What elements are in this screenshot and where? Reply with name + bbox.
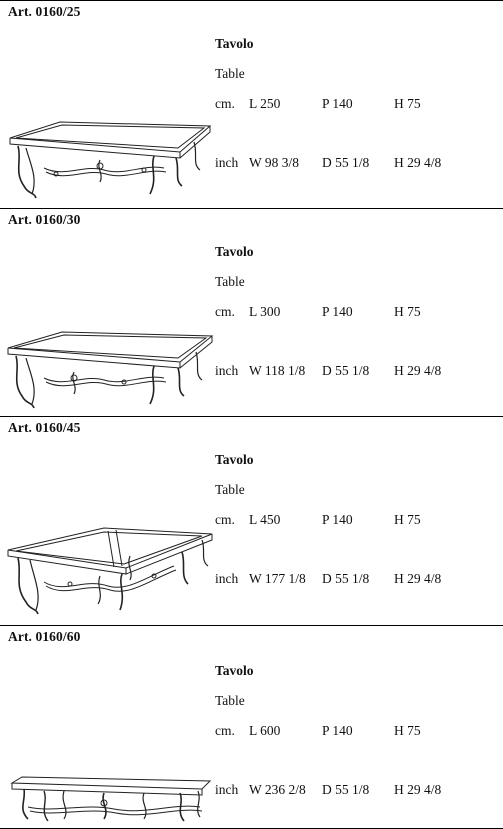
unit-label: inch xyxy=(215,571,239,586)
depth-value: D 55 1/8 xyxy=(322,571,370,586)
unit-label: cm. xyxy=(215,723,235,738)
table-illustration xyxy=(4,773,214,825)
width-value: W 177 1/8 xyxy=(249,571,306,586)
width-value: W 98 3/8 xyxy=(249,155,299,170)
product-name: Tavolo xyxy=(215,244,254,259)
depth-value: D 55 1/8 xyxy=(322,782,370,797)
unit-label: inch xyxy=(215,782,239,797)
depth-value: D 55 1/8 xyxy=(322,363,370,378)
depth-value: D 55 1/8 xyxy=(322,155,370,170)
length-value: L 450 xyxy=(249,512,281,527)
product-name: Tavolo xyxy=(215,452,254,467)
length-value: L 300 xyxy=(249,304,281,319)
length-value: L 250 xyxy=(249,96,281,111)
product-subtitle: Table xyxy=(215,66,245,81)
length-value: L 600 xyxy=(249,723,281,738)
product-section xyxy=(0,625,503,829)
article-code: Art. 0160/45 xyxy=(8,420,81,435)
product-name: Tavolo xyxy=(215,663,254,678)
height-value: H 29 4/8 xyxy=(394,155,442,170)
table-illustration xyxy=(4,520,214,616)
product-section xyxy=(0,416,503,624)
product-subtitle: Table xyxy=(215,693,245,708)
height-value: H 75 xyxy=(394,96,421,111)
height-value: H 75 xyxy=(394,512,421,527)
article-code: Art. 0160/25 xyxy=(8,4,81,19)
width-value: W 236 2/8 xyxy=(249,782,306,797)
article-code: Art. 0160/30 xyxy=(8,212,81,227)
section-divider xyxy=(0,416,503,417)
section-divider xyxy=(0,0,503,1)
unit-label: cm. xyxy=(215,512,235,527)
unit-label: cm. xyxy=(215,96,235,111)
height-value: H 75 xyxy=(394,304,421,319)
product-subtitle: Table xyxy=(215,482,245,497)
unit-label: inch xyxy=(215,363,239,378)
section-divider xyxy=(0,208,503,209)
height-value: H 75 xyxy=(394,723,421,738)
height-value: H 29 4/8 xyxy=(394,363,442,378)
height-value: H 29 4/8 xyxy=(394,782,442,797)
product-section xyxy=(0,0,503,208)
product-name: Tavolo xyxy=(215,36,254,51)
unit-label: cm. xyxy=(215,304,235,319)
width-value: W 118 1/8 xyxy=(249,363,306,378)
depth-value: P 140 xyxy=(322,304,353,319)
table-illustration xyxy=(4,108,214,204)
product-subtitle: Table xyxy=(215,274,245,289)
unit-label: inch xyxy=(215,155,239,170)
height-value: H 29 4/8 xyxy=(394,571,442,586)
depth-value: P 140 xyxy=(322,512,353,527)
section-divider xyxy=(0,625,503,626)
depth-value: P 140 xyxy=(322,723,353,738)
product-section xyxy=(0,208,503,416)
article-code: Art. 0160/60 xyxy=(8,629,81,644)
table-illustration xyxy=(4,316,214,412)
depth-value: P 140 xyxy=(322,96,353,111)
